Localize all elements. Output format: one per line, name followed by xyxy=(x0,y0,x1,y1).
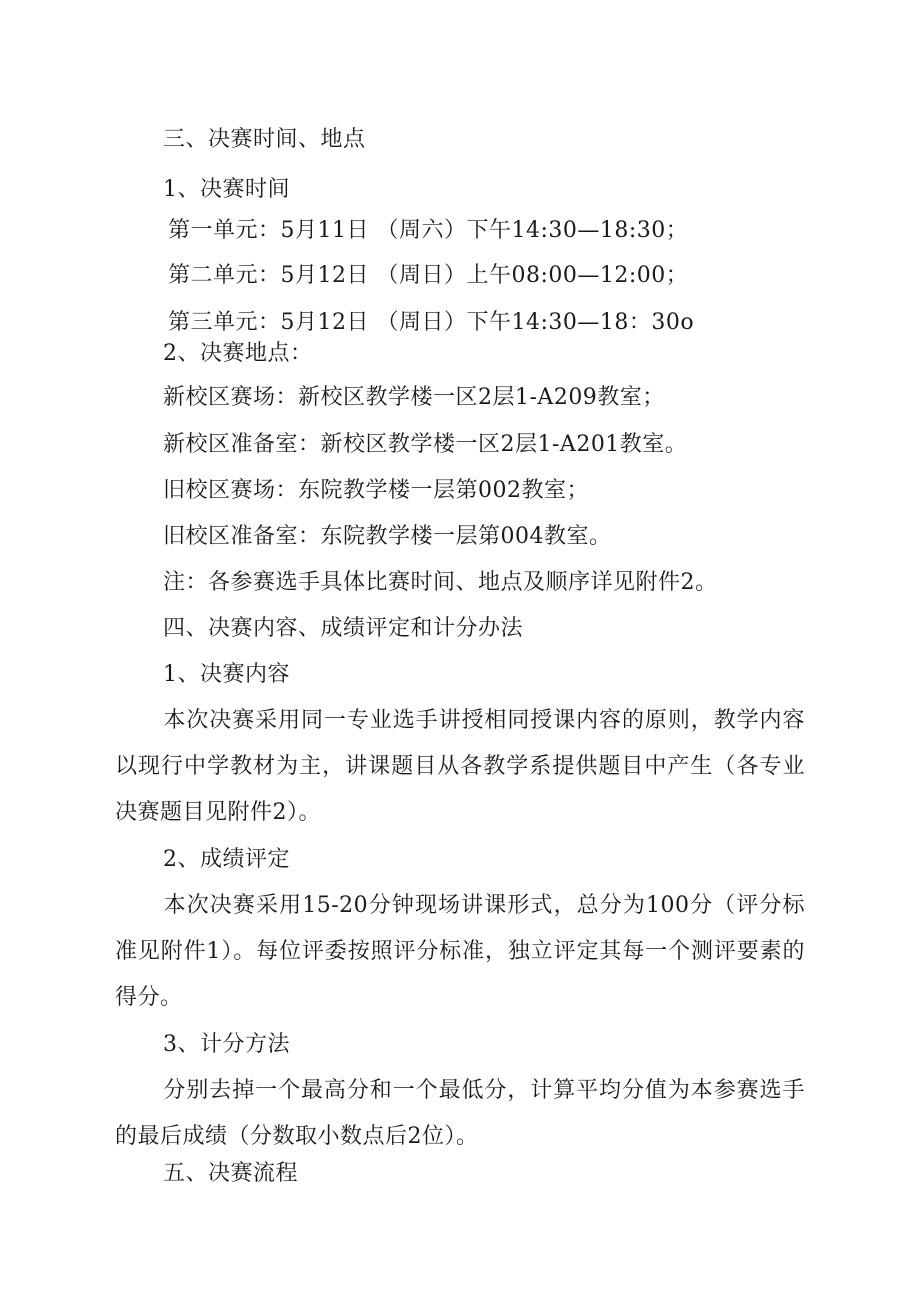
paragraph-scoring-method-text: 分别去掉一个最高分和一个最低分，计算平均分值为本参赛选手的最后成绩（分数取小数点后2位）。 xyxy=(115,1078,805,1149)
location-new-campus-venue: 新校区赛场：新校区教学楼一区2层1-A209教室； xyxy=(163,385,665,410)
location-old-campus-venue: 旧校区赛场：东院教学楼一层第002教室； xyxy=(163,478,589,503)
subheading-score-evaluation: 2、成绩评定 xyxy=(163,847,290,872)
section-heading-final-time-place: 三、决赛时间、地点 xyxy=(163,127,366,152)
schedule-unit-1: 第一单元：5月11日 （周六）下午14:30—18:30； xyxy=(168,218,689,243)
subheading-final-location: 2、决赛地点： xyxy=(163,341,313,366)
subheading-scoring-method: 3、计分方法 xyxy=(163,1032,290,1057)
paragraph-final-content-text: 本次决赛采用同一专业选手讲授相同授课内容的原则，教学内容以现行中学教材为主，讲课题目从各教学系提供题目中产生（各专业决赛题目见附件2）。 xyxy=(115,708,805,825)
schedule-unit-2: 第二单元：5月12日 （周日）上午08:00—12:00； xyxy=(168,263,689,288)
paragraph-score-evaluation-text: 本次决赛采用15-20分钟现场讲课形式，总分为100分（评分标准见附件1）。每位评委按照评分标准，独立评定其每一个测评要素的得分。 xyxy=(115,893,805,1010)
section-heading-content-scoring: 四、决赛内容、成绩评定和计分办法 xyxy=(163,616,524,641)
schedule-note: 注：各参赛选手具体比赛时间、地点及顺序详见附件2。 xyxy=(163,570,718,595)
paragraph-score-evaluation xyxy=(115,883,805,1021)
paragraph-scoring-method xyxy=(115,1068,805,1160)
paragraph-final-content xyxy=(115,698,805,836)
subheading-final-time: 1、决赛时间 xyxy=(163,177,290,202)
section-heading-final-process: 五、决赛流程 xyxy=(163,1161,299,1186)
location-old-campus-prep-room: 旧校区准备室：东院教学楼一层第004教室。 xyxy=(163,524,612,549)
location-new-campus-prep-room: 新校区准备室：新校区教学楼一区2层1-A201教室。 xyxy=(163,432,688,457)
subheading-final-content: 1、决赛内容 xyxy=(163,662,290,687)
schedule-unit-3: 第三单元：5月12日 （周日）下午14:30—18：30o xyxy=(168,310,695,335)
